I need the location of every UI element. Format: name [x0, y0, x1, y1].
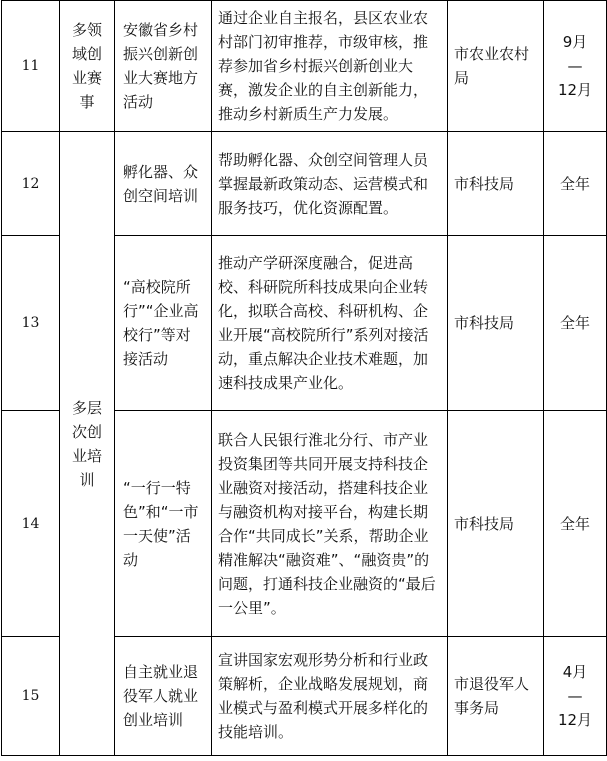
activity-description: 宣讲国家宏观形势分析和行业政策解析，企业战略发展规划，商业模式与盈利模式开展多样化的技能培训。: [212, 637, 448, 756]
time-period: [544, 637, 607, 756]
time-dash: —: [567, 687, 583, 705]
activity-name: “一行一特色”和“一市一天使”活动: [115, 411, 212, 637]
time-dash: —: [567, 57, 583, 75]
time-period: 全年: [544, 411, 607, 637]
time-period: 全年: [544, 236, 607, 411]
responsible-department: 市退役军人事务局: [448, 637, 544, 756]
time-start: 9月: [562, 33, 588, 51]
row-number: 15: [2, 637, 60, 756]
row-number: 13: [2, 236, 60, 411]
responsible-department: 市科技局: [448, 236, 544, 411]
time-end: 12月: [557, 81, 593, 99]
activity-name: 孵化器、众创空间培训: [115, 132, 212, 236]
table-row-11: [2, 1, 607, 132]
activity-description: 推动产学研深度融合，促进高校、科研院所科技成果向企业转化，拟联合高校、科研机构、企业开展“高校院所行”系列对接活动，重点解决企业技术难题，加速科技成果产业化。: [212, 236, 448, 411]
table-row-12: [2, 132, 607, 236]
activity-table: [1, 0, 607, 756]
responsible-department: 市农业农村局: [448, 1, 544, 132]
time-start: 4月: [562, 663, 588, 681]
row-number: 12: [2, 132, 60, 236]
time-period: 全年: [544, 132, 607, 236]
row-number: 11: [2, 1, 60, 132]
activity-name: 安徽省乡村振兴创新创业大赛地方活动: [115, 1, 212, 132]
activity-description: 通过企业自主报名，县区农业农村部门初审推荐，市级审核，推荐参加省乡村振兴创新创业大赛，激发企业的自主创新能力，推动乡村新质生产力发展。: [212, 1, 448, 132]
time-period: [544, 1, 607, 132]
time-end: 12月: [557, 711, 593, 729]
activity-name: “高校院所行”“企业高校行”等对接活动: [115, 236, 212, 411]
activity-description: 帮助孵化器、众创空间管理人员掌握最新政策动态、运营模式和服务技巧，优化资源配置。: [212, 132, 448, 236]
activity-name: 自主就业退役军人就业创业培训: [115, 637, 212, 756]
activity-description: 联合人民银行淮北分行、市产业投资集团等共同开展支持科技企业融资对接活动，搭建科技企业与融资机构对接平台，构建长期合作“共同成长”关系，帮助企业精准解决“融资难”、“融资贵”的问题，打通科技企业融资的“最后一公里”。: [212, 411, 448, 637]
responsible-department: 市科技局: [448, 411, 544, 637]
category-cell: 多领域创业赛事: [60, 1, 115, 132]
row-number: 14: [2, 411, 60, 637]
category-cell: 多层次创业培训: [60, 132, 115, 756]
responsible-department: 市科技局: [448, 132, 544, 236]
